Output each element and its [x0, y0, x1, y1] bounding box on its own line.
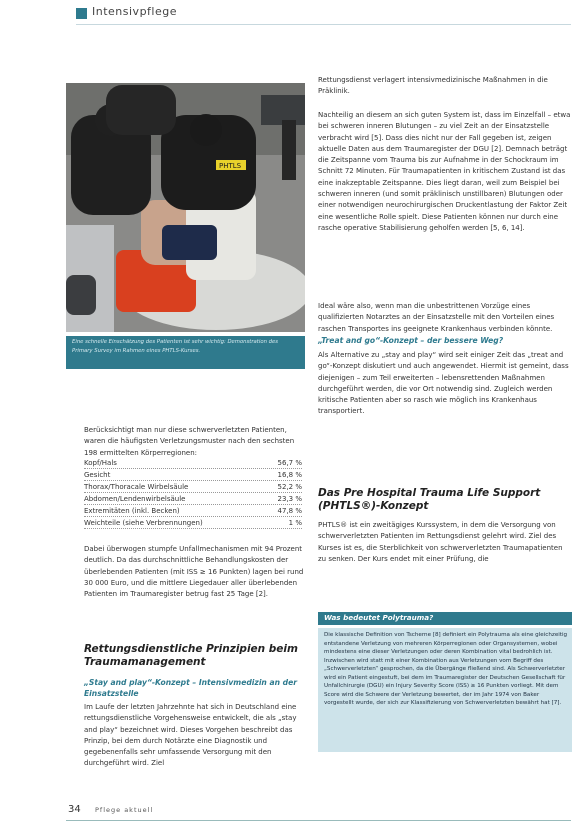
section-title: Intensivpflege: [92, 5, 177, 18]
table-divider: [84, 516, 302, 517]
figure-photo: [66, 75, 305, 332]
vest-lettering: PHTLS: [219, 162, 242, 170]
table-divider: [84, 528, 302, 529]
photo-illustration: [66, 75, 305, 332]
subheading-stay-and-play: „Stay and play“-Konzept – Intensivmedizin an der Einsatzstelle: [84, 678, 297, 698]
table-divider: [84, 480, 302, 481]
page-number: 34: [68, 804, 81, 815]
right-paragraph-3: Ideal wäre also, wenn man die unbestrittenen Vorzüge eines qualifizierten Notarztes an der Einsatzstelle mit den Vorteilen eines raschen Transportes ins geeignete Krankenhaus verbinden könnte.: [318, 302, 555, 333]
footer-magazine: Pflege aktuell: [95, 806, 154, 814]
table-cell-value: 52,2 %: [277, 483, 302, 491]
table-divider: [84, 492, 302, 493]
figure-caption: Eine schnelle Einschätzung des Patienten ist sehr wichtig: Demonstration des Primary Survey im Rahmen eines PHTLS-Kurses.: [72, 339, 279, 354]
table-cell-label: Gesicht: [84, 471, 111, 479]
table-cell-label: Thorax/Thoracale Wirbelsäule: [84, 483, 189, 491]
sidebar-title: Was bedeutet Polytrauma?: [324, 613, 434, 622]
right-paragraph-2: Nachteilig an diesem an sich guten System ist, dass im Einzelfall – etwa bei schweren inneren Blutungen – zu viel Zeit an der Einsatzstelle verbracht wird [5]. Dass dies nicht nur der Fall gegeben ist, zeigen aktuelle Daten aus dem Traumaregister der DGU [2]. Demnach beträgt die Zeitspanne vom Trauma bis zur Aufnahme in der Schockraum im Schnitt 72 Minuten. Für Traumapatienten in kritischem Zustand ist das eine inakzeptable Zeitspanne. Dies liegt daran, weil zum Beispiel bei schweren inneren (und somit präklinisch unstillbaren) Blutungen oder einer notwendigen neurochirurgischen Druckentlastung der Faktor Zeit eine wesentliche Rolle spielt. Diese Patienten können nur durch eine rasche operative Stabilisierung geholfen werden [5, 6, 14].: [318, 111, 571, 232]
left-paragraph-3: Im Laufe der letzten Jahrzehnte hat sich in Deutschland eine rettungsdienstliche Vorgehensweise entwickelt, die als „stay and play“ bezeichnet wird. Dieses Vorgehen beschreibt das Prinzip, bei dem durch Notärzte eine Diagnostik und gegebenenfalls sehr umfassende Versorgung mit den durchgeführt wird. Ziel: [84, 703, 297, 768]
header-divider: [76, 24, 571, 25]
right-paragraph-4: Als Alternative zu „stay and play“ wird seit einiger Zeit das „treat and go“-Konzept diskutiert und auch angewendet. Hiermit ist gemeint, dass diejenigen – zum Teil erweiterten – lebensrettenden Maßnahmen durchgeführt werden, die vor Ort notwendig sind. Zugleich werden kritische Patienten aber so rasch wie möglich ins Krankenhaus transportiert.: [318, 351, 569, 416]
right-paragraph-1: Rettungsdienst verlagert intensivmedizinische Maßnahmen in die Präklinik.: [318, 76, 548, 96]
table-cell-label: Extremitäten (inkl. Becken): [84, 507, 180, 515]
table-cell-label: Weichteile (siehe Verbrennungen): [84, 519, 203, 527]
section-heading-principles: Rettungsdienstliche Prinzipien beim Traumamanagement: [84, 643, 298, 668]
table-cell-label: Kopf/Hals: [84, 459, 117, 467]
subheading-treat-and-go: „Treat and go“-Konzept – der bessere Weg?: [318, 336, 504, 345]
table-cell-value: 16,8 %: [277, 471, 302, 479]
table-cell-value: 47,8 %: [277, 507, 302, 515]
left-paragraph-2: Dabei überwogen stumpfe Unfallmechanismen mit 94 Prozent deutlich. Da das durchschnittliche Behandlungskosten der überlebenden Patienten (mit ISS ≥ 16 Punkten) lagen bei rund 30 000 Euro, und die mittlere Liegedauer aller überlebenden Patienten im Traumaregister betrug fast 25 Tage [2].: [84, 545, 304, 599]
left-intro-paragraph: Berücksichtigt man nur diese schwerverletzten Patienten, waren die häufigsten Verletzungsmuster nach den sechsten 198 ermittelten Körperregionen:: [84, 426, 295, 457]
table-cell-label: Abdomen/Lendenwirbelsäule: [84, 495, 186, 503]
sidebar-text: Die klassische Definition von Tscherne [8] definiert ein Polytrauma als eine gleichzeitig entstandene Verletzung von mehreren Körperregionen oder Organsystemen, wobei mindestens eine dieser Verletzungen oder deren Kombination vital bedrohlich ist. Inzwischen wird statt mit einer Kombination aus Verletzungen vom Begriff des „Schwerverletzten“ gesprochen, da die Übergänge fließend sind. Als Schwerverletzter wird ein Patient eingestuft, bei dem im Traumaregister der Deutschen Gesellschaft für Unfallchirurgie (DGU) ein Injury Severity Score (ISS) ≥ 16 Punkten vorliegt. Mit dem Score wird die Schwere der Verletzung bewertet, der im Jahr 1974 von Baker vorgestellt wurde, der sich zur Klassifizierung von Schwerverletzten bewährt hat [7].: [324, 632, 568, 706]
table-cell-value: 56,7 %: [277, 459, 302, 467]
table-cell-value: 1 %: [288, 519, 302, 527]
table-divider: [84, 468, 302, 469]
section-heading-phtls: Das Pre Hospital Trauma Life Support (PHTLS®)-Konzept: [318, 487, 541, 512]
section-marker: [76, 8, 87, 19]
table-cell-value: 23,3 %: [277, 495, 302, 503]
right-paragraph-5: PHTLS® ist ein zweitägiges Kurssystem, in dem die Versorgung von schwerverletzten Patienten im Rettungsdienst gelehrt wird. Ziel des Kurses ist es, die Sterblichkeit von schwerverletzten Traumapatienten zu senken. Der Kurs endet mit einer Prüfung, die: [318, 521, 563, 563]
table-divider: [84, 504, 302, 505]
footer-divider: [66, 820, 571, 821]
